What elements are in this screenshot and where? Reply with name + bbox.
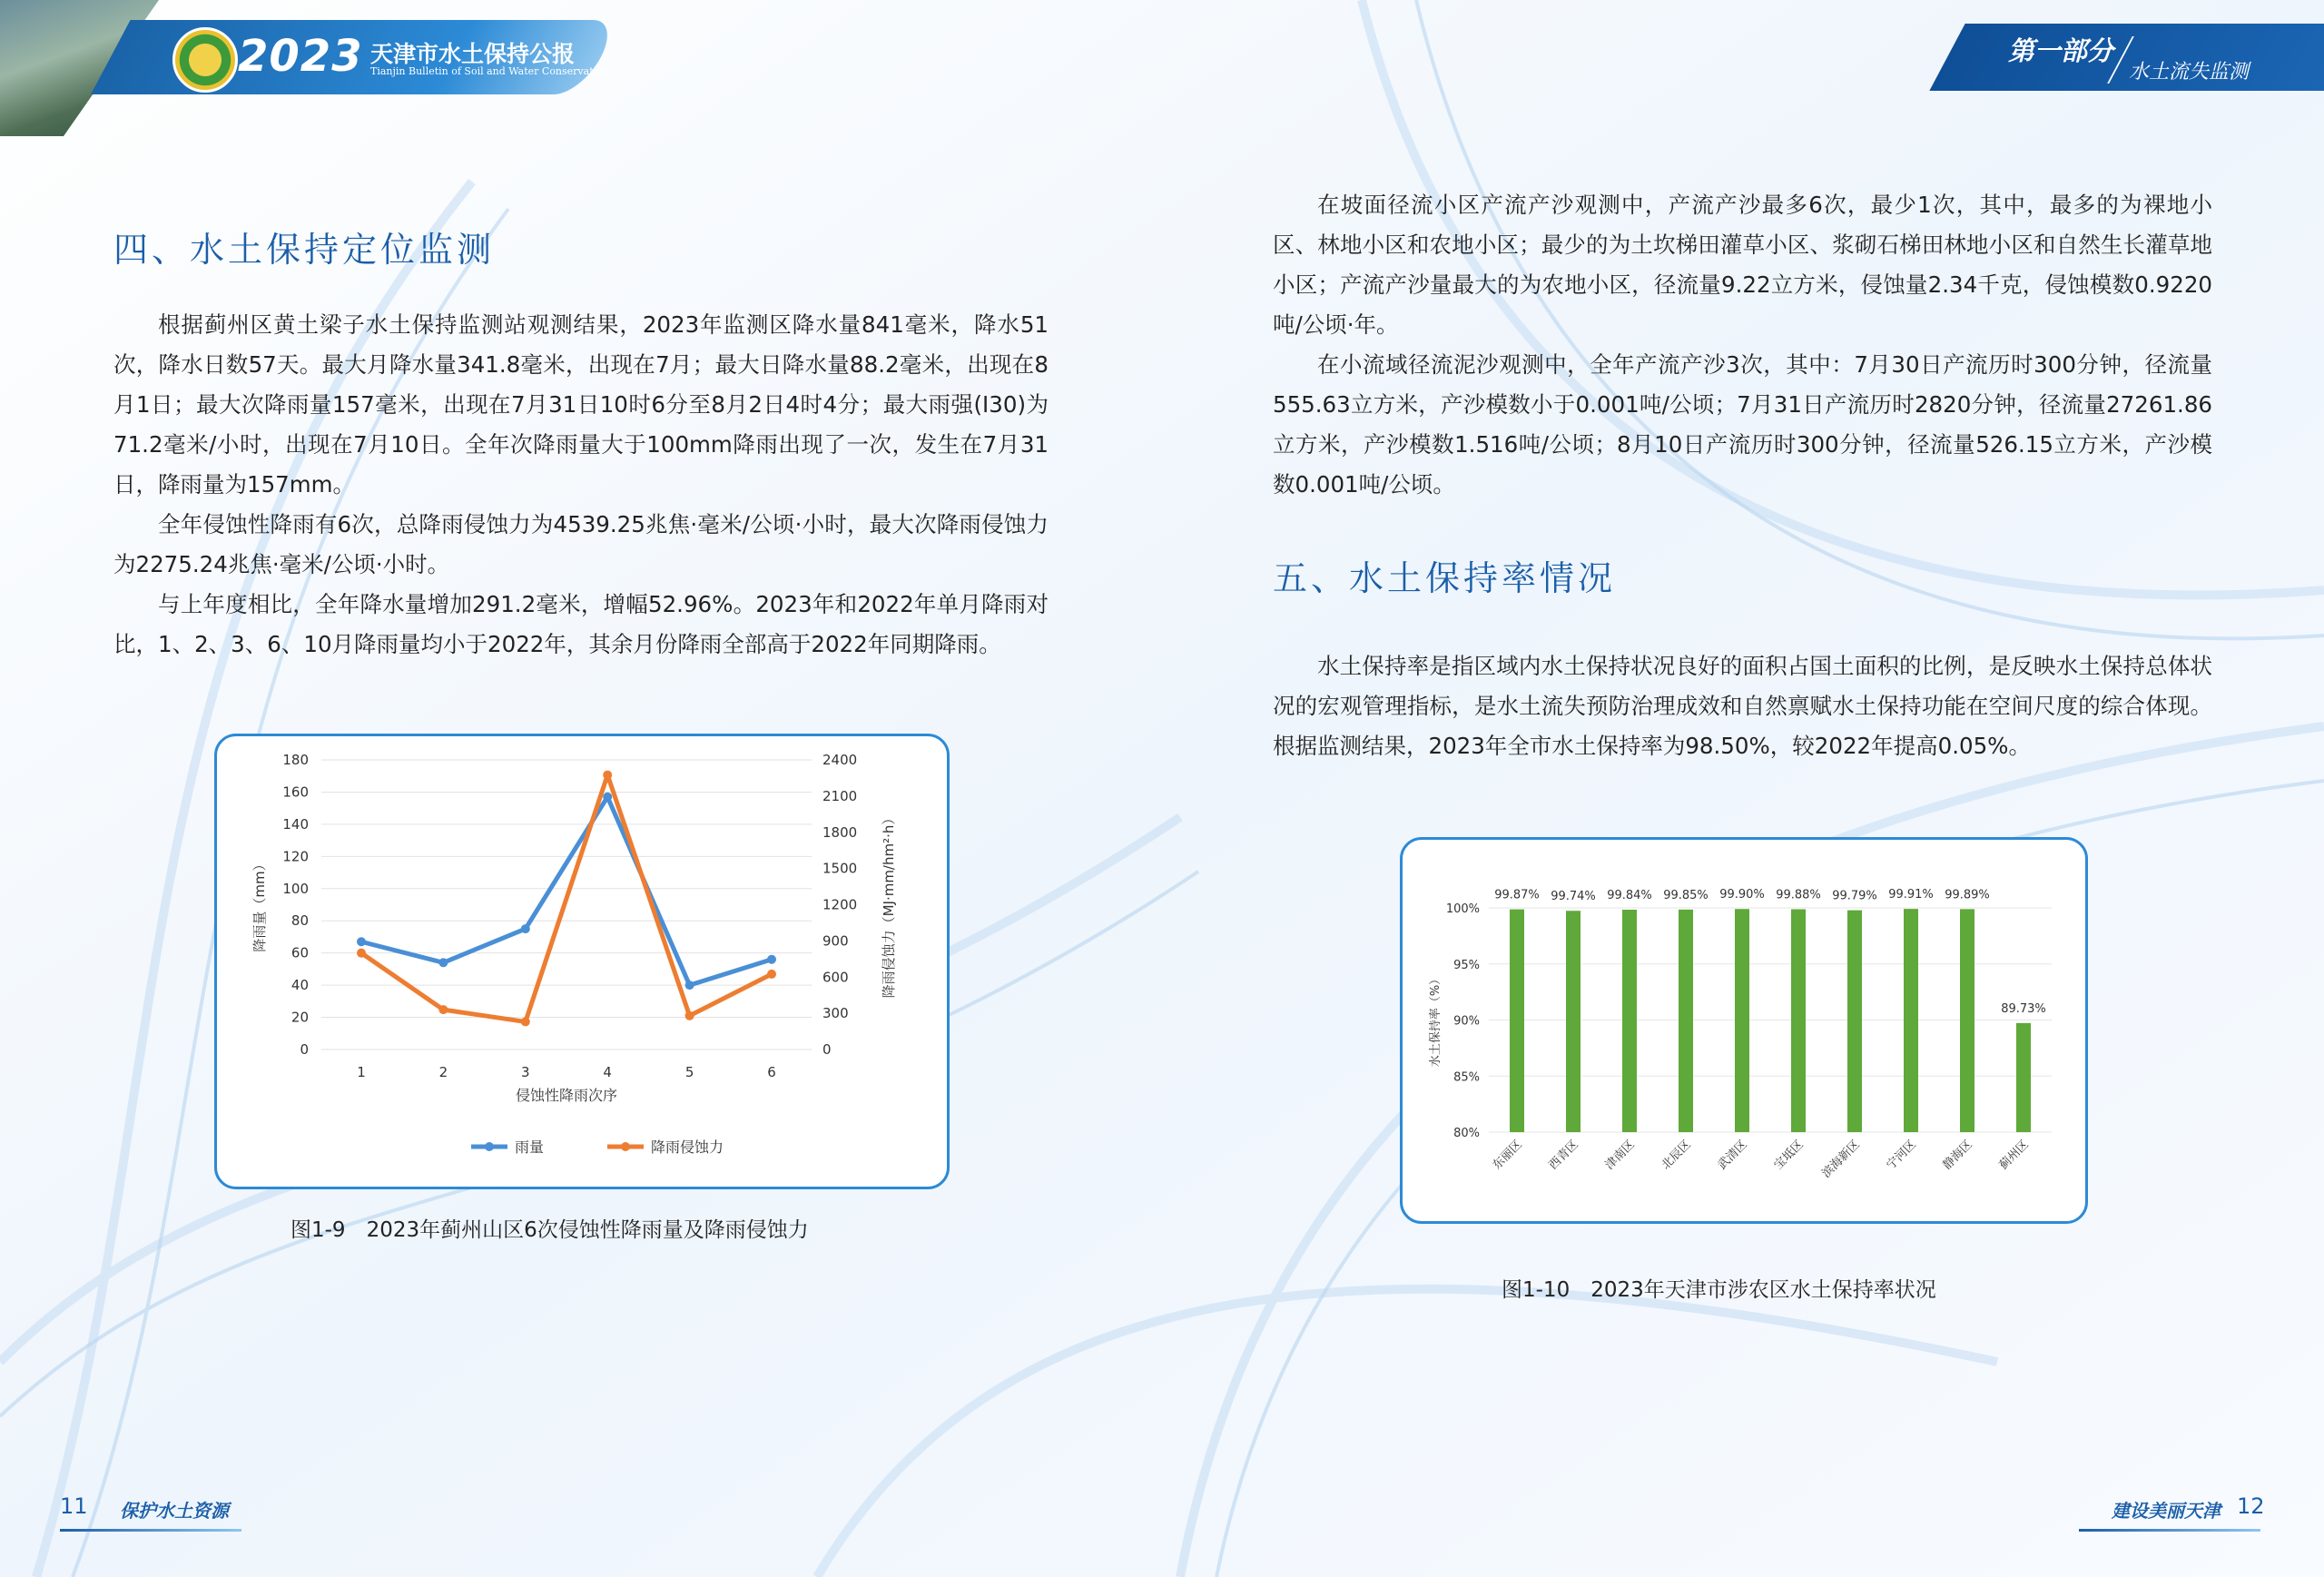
data-point (438, 958, 448, 967)
data-point (357, 949, 366, 958)
bar-value-label: 99.84% (1607, 888, 1652, 902)
bar (1904, 909, 1918, 1132)
header-subtitle: Tianjin Bulletin of Soil and Water Conservation (370, 65, 609, 77)
y-tick-label: 40 (290, 977, 309, 994)
section-part-subtitle: 水土流失监测 (2129, 61, 2250, 84)
y2-tick-label: 600 (822, 969, 849, 986)
bar (1960, 909, 1974, 1132)
paragraph: 与上年度相比，全年降水量增加291.2毫米，增幅52.96%。2023年和2022年单月降雨对比，1、2、3、6、10月降雨量均小于2022年，其余月份降雨全部高于2022年同期降雨。 (113, 591, 1049, 657)
data-point (438, 1005, 448, 1014)
x-tick-label: 滨海新区 (1819, 1138, 1863, 1181)
x-tick-label: 宝坻区 (1771, 1138, 1807, 1173)
data-point (685, 981, 694, 990)
bar-value-label: 99.85% (1663, 888, 1709, 902)
footer-slogan-left: 保护水土资源 (120, 1500, 229, 1522)
x-tick-label: 4 (603, 1064, 612, 1080)
x-tick-label: 3 (521, 1064, 530, 1080)
y-axis-title: 水土保持率（%） (1429, 972, 1443, 1068)
data-point (521, 1017, 530, 1026)
y-tick-label: 140 (282, 815, 309, 833)
x-tick-label: 武清区 (1715, 1138, 1750, 1173)
page-number-right: 12 (2237, 1493, 2265, 1519)
rainfall-chart-box (214, 734, 950, 1189)
y-tick-label: 80% (1453, 1127, 1480, 1140)
x-tick-label: 东丽区 (1490, 1138, 1525, 1173)
bar (1566, 911, 1581, 1132)
page-number-left: 11 (60, 1493, 88, 1519)
y-tick-label: 0 (300, 1041, 309, 1058)
bar (1622, 910, 1637, 1132)
figure-caption-1-9: 图1-9 2023年蓟州山区6次侵蚀性降雨量及降雨侵蚀力 (290, 1218, 809, 1242)
y-tick-label: 60 (290, 944, 309, 961)
legend-label: 降雨侵蚀力 (651, 1138, 724, 1156)
data-point (521, 924, 530, 933)
bar-value-label: 99.89% (1945, 888, 1990, 902)
y-tick-label: 180 (282, 752, 309, 768)
bar-value-label: 99.87% (1494, 888, 1540, 902)
x-tick-label: 蓟州区 (1996, 1138, 2032, 1173)
y-tick-label: 95% (1453, 958, 1480, 972)
right-body-bottom (1273, 646, 2212, 766)
y-tick-label: 100% (1445, 902, 1480, 916)
bar (1510, 910, 1524, 1132)
y2-tick-label: 2400 (822, 752, 858, 768)
series-line-left (361, 797, 772, 985)
bar-value-label: 99.91% (1888, 888, 1934, 902)
paragraph: 在小流域径流泥沙观测中，全年产流产沙3次，其中：7月30日产流历时300分钟，径流量555.63立方米，产沙模数小于0.001吨/公顷；7月31日产流历时2820分钟，径流量27261.86立方米，产沙模数1.516吨/公顷；8月10日产流历时300分钟，径流量526.15立方米，产沙模数0.001吨/公顷。 (1273, 351, 2212, 498)
data-point (767, 970, 776, 979)
header-title: 天津市水土保持公报 (370, 41, 576, 67)
paragraph: 在坡面径流小区产流产沙观测中，产流产沙最多6次，最少1次，其中，最多的为裸地小区、林地小区和农地小区；最少的为土坎梯田灌草小区、浆砌石梯田林地小区和自然生长灌草地小区；产流产沙量最大的为农地小区，径流量9.22立方米，侵蚀量2.34千克，侵蚀模数0.9220吨/公顷·年。 (1273, 192, 2212, 338)
right-body-top (1273, 185, 2212, 505)
bar-value-label: 99.79% (1832, 889, 1877, 903)
bar (1847, 911, 1862, 1132)
bar-value-label: 99.74% (1551, 890, 1596, 904)
figure-caption-1-10: 图1-10 2023年天津市涉农区水土保持率状况 (1502, 1278, 1936, 1302)
y2-tick-label: 900 (822, 932, 849, 950)
legend-label: 雨量 (515, 1138, 545, 1156)
bar-value-label: 99.88% (1776, 888, 1821, 902)
retention-rate-chart (1403, 840, 2085, 1221)
y-tick-label: 85% (1453, 1070, 1480, 1085)
data-point (685, 1011, 694, 1020)
y2-tick-label: 1500 (822, 860, 858, 877)
y2-tick-label: 300 (822, 1005, 849, 1022)
y2-tick-label: 1800 (822, 823, 858, 841)
x-tick-label: 津南区 (1602, 1138, 1638, 1173)
y2-tick-label: 0 (822, 1041, 832, 1058)
bar (1791, 909, 1806, 1132)
x-tick-label: 5 (684, 1064, 694, 1080)
retention-chart-box (1400, 837, 2088, 1224)
header-year: 2023 (238, 31, 363, 82)
y2-tick-label: 1200 (822, 896, 858, 913)
logo-icon (172, 27, 238, 93)
y2-axis-title: 降雨侵蚀力（MJ·mm/hm²·h） (881, 811, 897, 999)
legend-marker (485, 1142, 494, 1151)
header-banner-right (1929, 24, 2324, 91)
legend-marker (621, 1142, 630, 1151)
bar (1735, 909, 1749, 1132)
bar-value-label: 89.73% (2001, 1001, 2046, 1016)
y-tick-label: 100 (282, 880, 309, 897)
x-axis-title: 侵蚀性降雨次序 (515, 1087, 618, 1104)
left-body (113, 305, 1049, 665)
y-tick-label: 120 (282, 848, 309, 865)
x-tick-label: 6 (767, 1064, 776, 1080)
rainfall-erosivity-chart (217, 736, 947, 1187)
x-tick-label: 西青区 (1546, 1138, 1581, 1173)
paragraph: 根据蓟州区黄土梁子水土保持监测站观测结果，2023年监测区降水量841毫米，降水51次，降水日数57天。最大月降水量341.8毫米，出现在7月；最大日降水量88.2毫米，出现在8月1日；最大次降雨量157毫米，出现在7月31日10时6分至8月2日4时4分；最大雨强(I30)为71.2毫米/小时，出现在7月10日。全年次降雨量大于100mm降雨出现了一次，发生在7月31日，降雨量为157mm。 (113, 311, 1049, 498)
data-point (603, 793, 612, 802)
paragraph: 水土保持率是指区域内水土保持状况良好的面积占国土面积的比例，是反映水土保持总体状况的宏观管理指标，是水土流失预防治理成效和自然禀赋水土保持功能在空间尺度的综合体现。根据监测结果，2023年全市水土保持率为98.50%，较2022年提高0.05%。 (1273, 653, 2212, 759)
x-tick-label: 1 (357, 1064, 366, 1080)
data-point (767, 955, 776, 964)
y-tick-label: 90% (1453, 1014, 1480, 1029)
x-tick-label: 静海区 (1940, 1138, 1975, 1173)
y-tick-label: 160 (282, 784, 309, 801)
x-tick-label: 北辰区 (1659, 1138, 1694, 1173)
x-tick-label: 2 (438, 1064, 448, 1080)
bar (2016, 1023, 2031, 1132)
section-heading-4: 四、水土保持定位监测 (113, 230, 496, 270)
footer-line-right (2079, 1529, 2260, 1532)
bar (1679, 910, 1693, 1132)
section-heading-5: 五、水土保持率情况 (1273, 558, 1617, 598)
data-point (357, 937, 366, 946)
section-part: 第一部分 (2008, 35, 2114, 66)
data-point (603, 771, 612, 780)
y-axis-title: 降雨量（mm） (251, 857, 268, 952)
x-tick-label: 宁河区 (1884, 1138, 1919, 1173)
y-tick-label: 20 (290, 1009, 309, 1026)
footer-line-left (60, 1529, 241, 1532)
paragraph: 全年侵蚀性降雨有6次，总降雨侵蚀力为4539.25兆焦·毫米/公顷·小时，最大次降雨侵蚀力为2275.24兆焦·毫米/公顷·小时。 (113, 511, 1049, 577)
y-tick-label: 80 (290, 912, 309, 930)
bar-value-label: 99.90% (1719, 888, 1765, 902)
y2-tick-label: 2100 (822, 787, 858, 804)
footer-slogan-right: 建设美丽天津 (2112, 1500, 2221, 1522)
